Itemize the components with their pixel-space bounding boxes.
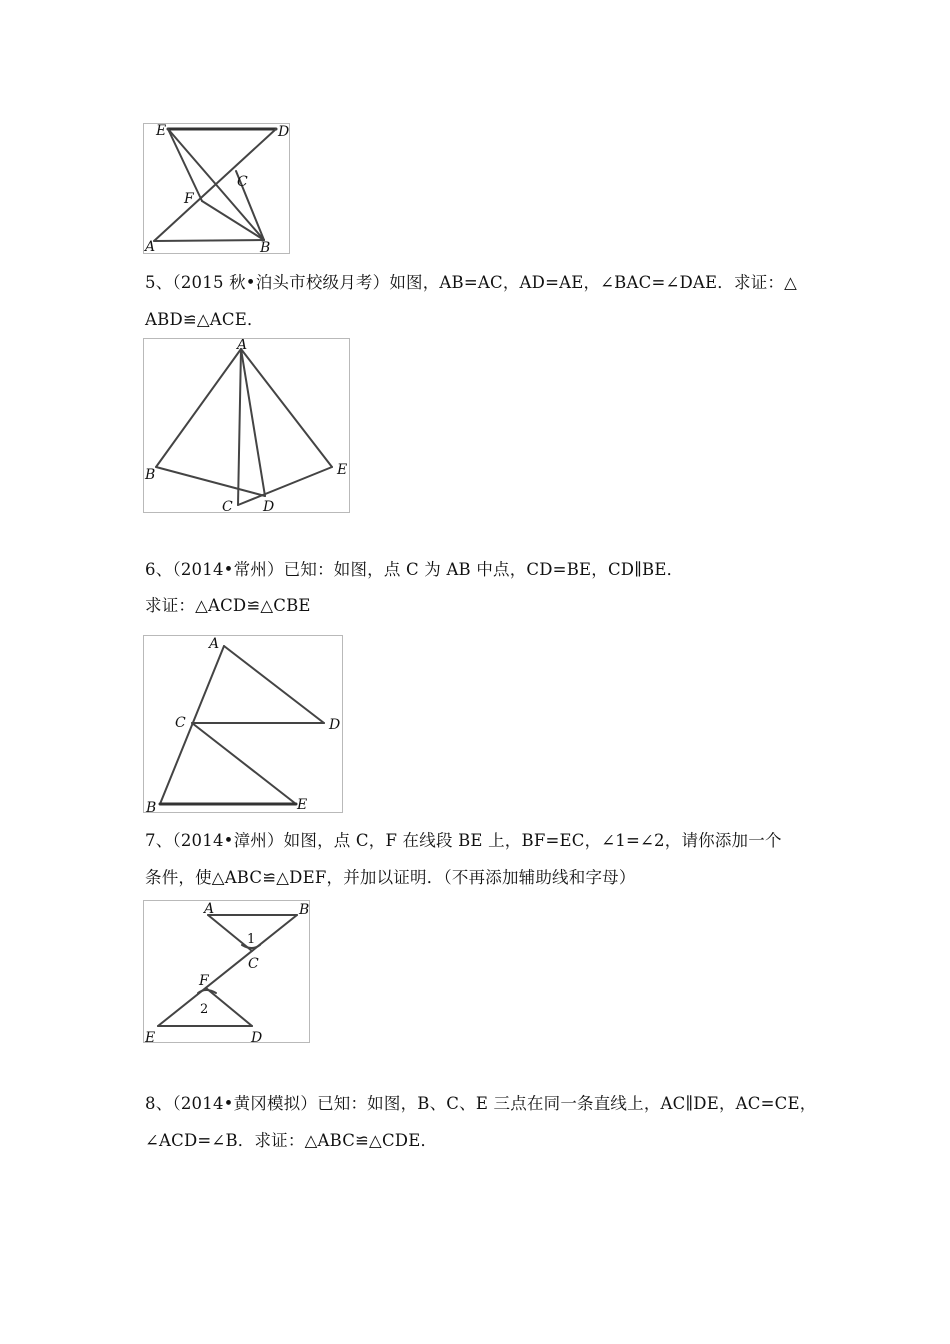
label-F: F xyxy=(184,191,194,207)
label-B: B xyxy=(145,467,156,483)
label-B: B xyxy=(146,800,157,814)
problem-8-number: 8、 xyxy=(145,1094,173,1113)
label-A: A xyxy=(237,339,248,353)
figure-problem-4 xyxy=(143,123,290,254)
problem-6-text-2: 求证：△ACD≌△CBE xyxy=(145,596,311,615)
figure-problem-6 xyxy=(143,635,343,813)
segment-AB xyxy=(156,349,241,467)
label-B: B xyxy=(260,240,271,255)
problem-7-number: 7、 xyxy=(145,831,173,850)
label-C: C xyxy=(222,499,233,514)
figure-7-diagram xyxy=(144,901,311,1044)
label-angle-1: 1 xyxy=(247,932,256,947)
label-C: C xyxy=(248,956,259,972)
problem-6-text-1: （2014•常州）已知：如图，点 C 为 AB 中点，CD=BE，CD∥BE． xyxy=(172,560,684,579)
label-E: E xyxy=(297,797,308,813)
problem-5-text-1: （2015 秋•泊头市校级月考）如图，AB=AC，AD=AE，∠BAC=∠DAE．求证：△ xyxy=(172,273,797,292)
segment-CE xyxy=(238,467,332,505)
problem-7-text-2: 条件，使△ABC≌△DEF，并加以证明．（不再添加辅助线和字母） xyxy=(145,868,636,887)
segment-AC xyxy=(238,349,241,505)
label-D: D xyxy=(278,124,290,140)
label-D: D xyxy=(251,1030,263,1044)
segment-AD xyxy=(224,646,324,723)
segment-AD xyxy=(241,349,265,496)
segment-AC xyxy=(208,915,252,951)
label-E: E xyxy=(145,1030,156,1044)
problem-5-line-1 xyxy=(145,272,797,294)
segment-BD xyxy=(156,467,265,496)
problem-8-text-2: ∠ACD=∠B．求证：△ABC≌△CDE． xyxy=(145,1131,438,1150)
figure-4-diagram xyxy=(144,124,291,255)
problem-5-line-2 xyxy=(145,309,264,331)
label-C: C xyxy=(175,715,186,731)
label-C: C xyxy=(237,174,248,190)
problem-7-line-2 xyxy=(145,867,636,889)
figure-problem-7 xyxy=(143,900,310,1043)
label-F: F xyxy=(199,973,209,989)
label-A: A xyxy=(209,636,220,652)
problem-7-text-1: （2014•漳州）如图，点 C，F 在线段 BE 上，BF=EC，∠1=∠2，请你添加一个 xyxy=(172,831,782,850)
label-angle-2: 2 xyxy=(200,1002,209,1017)
problem-6-line-1 xyxy=(145,559,683,581)
problem-5-number: 5、 xyxy=(145,273,173,292)
segment-AB xyxy=(154,240,264,241)
problem-7-line-1 xyxy=(145,830,782,852)
label-A: A xyxy=(204,901,215,917)
segment-FD xyxy=(206,988,252,1026)
label-E: E xyxy=(337,462,348,478)
label-D: D xyxy=(329,717,341,733)
figure-5-diagram xyxy=(144,339,351,514)
segment-AB xyxy=(160,646,224,804)
segment-AE xyxy=(241,349,332,467)
figure-problem-5 xyxy=(143,338,350,513)
label-E: E xyxy=(156,124,167,139)
segment-FB xyxy=(202,201,264,240)
problem-8-text-1: （2014•黄冈模拟）已知：如图，B、C、E 三点在同一条直线上，AC∥DE，AC=CE， xyxy=(172,1094,817,1113)
problem-8-line-2 xyxy=(145,1130,437,1152)
problem-5-text-2: ABD≌△ACE． xyxy=(145,310,264,329)
problem-6-number: 6、 xyxy=(145,560,173,579)
problem-8-line-1 xyxy=(145,1093,816,1115)
problem-6-line-2 xyxy=(145,595,311,617)
label-A: A xyxy=(145,239,156,255)
label-D: D xyxy=(263,499,275,514)
figure-6-diagram xyxy=(144,636,344,814)
label-B: B xyxy=(299,902,310,918)
segment-CE xyxy=(192,723,296,804)
